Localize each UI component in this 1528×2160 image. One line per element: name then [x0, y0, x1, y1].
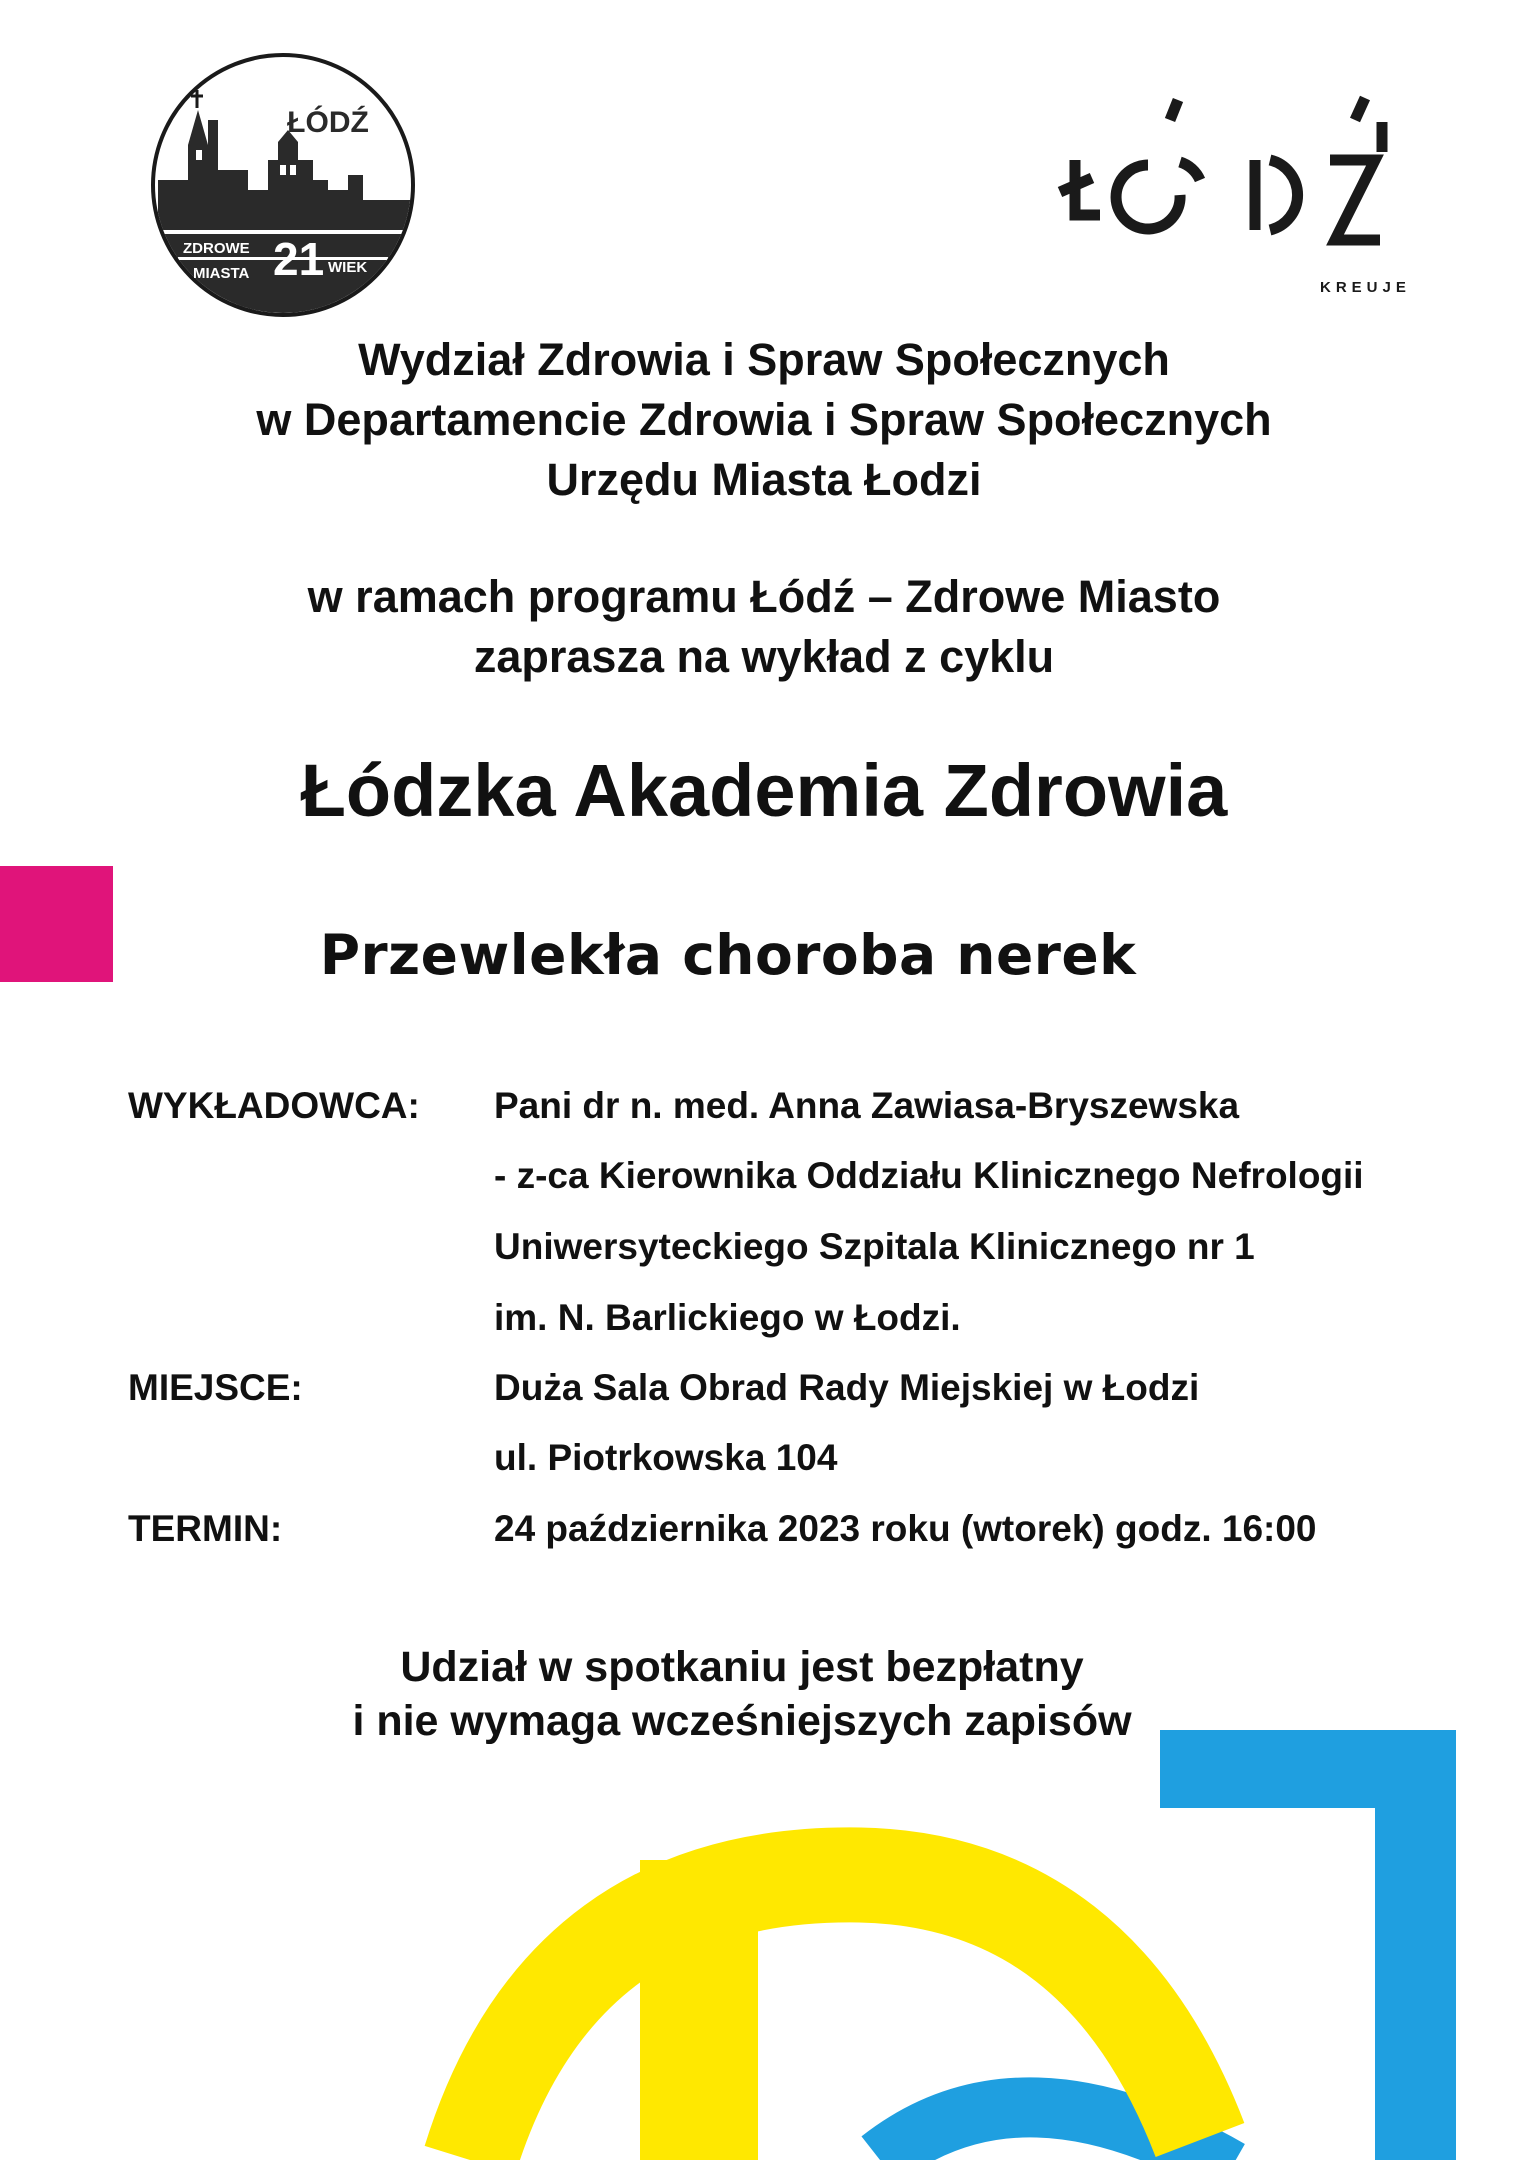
place-line: ul. Piotrkowska 104	[494, 1437, 838, 1478]
page-title: Łódzka Akademia Zdrowia	[300, 749, 1228, 832]
footer-line-1: Udział w spotkaniu jest bezpłatny	[400, 1643, 1084, 1691]
logo-wiek-text: WIEK	[328, 259, 368, 276]
lecturer-label: WYKŁADOWCA:	[128, 1085, 420, 1126]
logo-miasta-text: MIASTA	[193, 265, 250, 282]
lodz-kreuje-logo	[1030, 80, 1430, 300]
header-line-3: Urzędu Miasta Łodzi	[546, 454, 982, 505]
lecture-subtitle: Przewlekła choroba nerek	[319, 923, 1137, 987]
logo-city-text: ŁÓDŹ	[287, 106, 369, 139]
intro-line-2: zaprasza na wykład z cyklu	[473, 631, 1055, 682]
date-value: 24 października 2023 roku (wtorek) godz. 16:00	[494, 1508, 1317, 1549]
date-label: TERMIN:	[128, 1508, 283, 1549]
logo-21-text: 21	[273, 233, 325, 285]
decorative-bottom-shapes	[0, 1700, 1528, 2160]
zdrowe-miasta-logo	[148, 50, 418, 320]
intro-line-1: w ramach programu Łódź – Zdrowe Miasto	[307, 571, 1221, 622]
logo-kreuje-text: KREUJE	[1320, 279, 1411, 296]
logo-zdrowe-text: ZDROWE	[183, 240, 250, 257]
lecturer-line: im. N. Barlickiego w Łodzi.	[494, 1297, 961, 1338]
footer-line-2: i nie wymaga wcześniejszych zapisów	[352, 1697, 1132, 1745]
place-line: Duża Sala Obrad Rady Miejskiej w Łodzi	[494, 1367, 1200, 1408]
place-label: MIEJSCE:	[128, 1367, 303, 1408]
lecturer-line: Pani dr n. med. Anna Zawiasa-Bryszewska	[494, 1085, 1240, 1126]
lecturer-line: - z-ca Kierownika Oddziału Klinicznego Nefrologii	[494, 1155, 1364, 1196]
header-line-2: w Departamencie Zdrowia i Spraw Społecznych	[256, 394, 1272, 445]
lecturer-line: Uniwersyteckiego Szpitala Klinicznego nr 1	[494, 1226, 1255, 1267]
header-line-1: Wydział Zdrowia i Spraw Społecznych	[358, 334, 1170, 385]
